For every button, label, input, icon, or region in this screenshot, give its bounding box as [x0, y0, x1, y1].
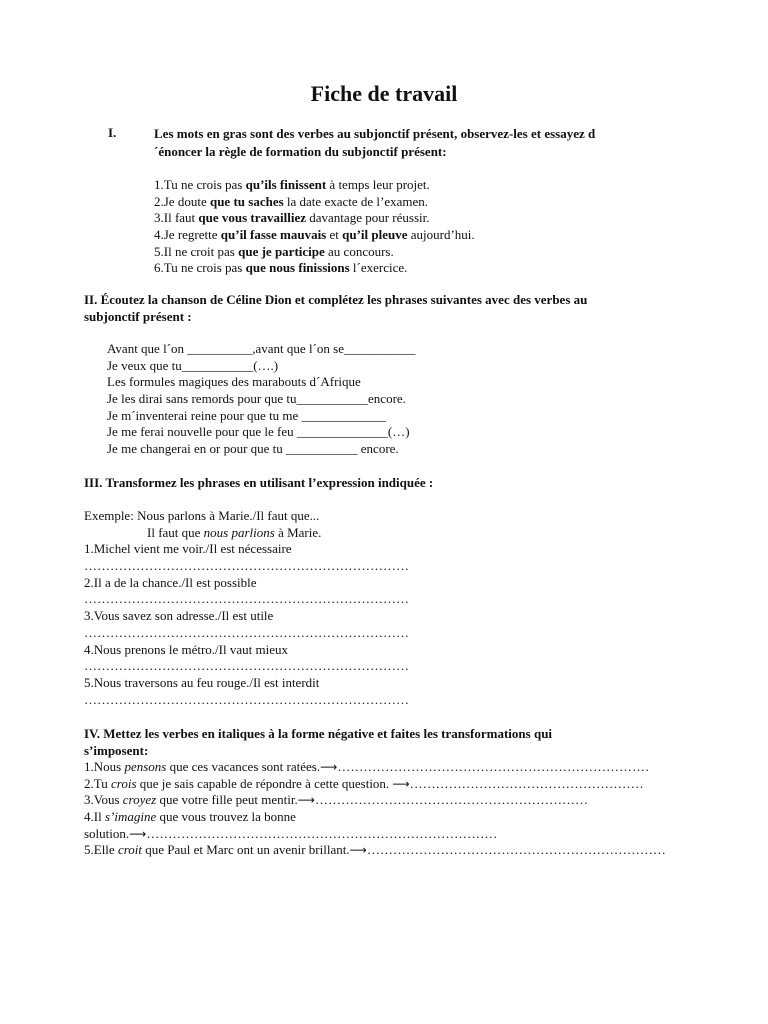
exercise-item	[84, 792, 666, 809]
sentence-text: Tu ne crois pas	[163, 260, 246, 276]
item-text: que votre fille peut mentir.	[156, 792, 298, 808]
bold-verb: que vous travailliez	[198, 210, 307, 226]
bold-verb: qu’ils finissent	[245, 177, 327, 192]
section-3-exercise	[84, 508, 409, 708]
bold-verb: que nous finissions	[245, 260, 350, 276]
exercise-item: 2.Il a de la chance./Il est possible	[84, 574, 257, 590]
exercise-item: 1.Michel vient me voir./Il est nécessaire	[84, 541, 292, 557]
answer-dotted-line: ………………………………………………………	[314, 792, 588, 808]
sentence-text: Tu ne crois pas	[163, 177, 246, 192]
sentence-item	[154, 210, 475, 227]
instruction-line: s’imposent:	[84, 743, 149, 758]
arrow-icon: ⟶	[320, 760, 338, 774]
exercise-item	[84, 776, 666, 793]
lyric-line: Je me ferai nouvelle pour que le feu ______________(…)	[107, 424, 410, 440]
example-text: Il faut que	[147, 524, 204, 540]
arrow-icon: ⟶	[392, 776, 410, 791]
exercise-item: 3.Vous savez son adresse./Il est utile	[84, 608, 274, 624]
sentence-item	[154, 244, 475, 261]
sentence-text: l´exercice.	[349, 260, 408, 276]
sentence-number: 5.	[154, 243, 164, 259]
lyric-line: Je me changerai en or pour que tu ___________ encore.	[107, 441, 399, 457]
item-text: que je sais capable de répondre à cette question.	[136, 775, 393, 791]
italic-verb: croyez	[122, 792, 157, 808]
instruction-line: subjonctif présent :	[84, 309, 192, 324]
example-text: à Marie.	[274, 524, 322, 540]
instruction-line: IV. Mettez les verbes en italiques à la forme négative et faites les transformations qui	[84, 726, 553, 741]
bold-verb: que tu saches	[209, 193, 284, 209]
answer-dotted-line: …………………………………………………………………	[84, 558, 409, 574]
page-title: Fiche de travail	[310, 81, 458, 106]
italic-verb: crois	[110, 775, 137, 791]
item-text: que ces vacances sont ratées.	[166, 759, 321, 774]
example-answer	[84, 525, 409, 542]
sentence-text: aujourd’hui.	[407, 227, 475, 243]
exercise-item-continuation	[84, 826, 666, 843]
arrow-icon: ⟶	[129, 826, 147, 841]
sentence-item	[154, 177, 475, 194]
exercise-item	[84, 809, 666, 826]
item-text: 1.Nous	[84, 759, 125, 774]
answer-dotted-line: ……………………………………………………………	[366, 842, 666, 858]
section-4	[84, 725, 666, 859]
section-3-instruction: III. Transformez les phrases en utilisant l’expression indiquée :	[84, 475, 434, 490]
lyric-line: Avant que l´on __________,avant que l´on se___________	[107, 341, 416, 356]
italic-verb: pensons	[124, 759, 167, 774]
instruction-line: Les mots en gras sont des verbes au subjonctif présent, observez-les et essayez d	[154, 126, 596, 141]
answer-dotted-line: …………………………………………………………………	[84, 658, 409, 674]
lyric-line: Je m´inventerai reine pour que tu me _____________	[107, 407, 387, 423]
section-2	[84, 291, 587, 325]
item-text: 4.Il	[84, 809, 105, 825]
sentence-text: et	[326, 227, 343, 243]
item-text: 5.Elle	[84, 842, 118, 858]
item-text: 2.Tu	[84, 775, 111, 791]
sentence-item	[154, 194, 475, 211]
sentence-text: Il faut	[163, 210, 199, 226]
arrow-icon: ⟶	[349, 843, 367, 858]
sentence-item	[154, 227, 475, 244]
arrow-icon: ⟶	[297, 793, 315, 808]
sentence-item	[154, 260, 475, 277]
sentence-text: Je regrette	[163, 227, 221, 243]
section-4-instruction	[84, 725, 666, 759]
answer-dotted-line: …………………………………………………………………	[84, 624, 409, 640]
exercise-item: 4.Nous prenons le métro./Il vaut mieux	[84, 641, 288, 657]
answer-dotted-line: …………………………………………………………………	[84, 691, 409, 707]
instruction-line: ´énoncer la règle de formation du subjonctif présent:	[154, 144, 447, 159]
answer-dotted-line: ………………………………………………………………	[337, 759, 650, 774]
sentence-text: au concours.	[324, 243, 394, 259]
answer-dotted-line: ………………………………………………………………………	[146, 825, 498, 841]
bold-verb: qu’il pleuve	[342, 227, 408, 243]
answer-dotted-line: …………………………………………………………………	[84, 591, 409, 607]
lyric-line: Je veux que tu___________(….)	[107, 357, 279, 373]
item-text: solution.	[84, 825, 130, 841]
exercise-item: 5.Nous traversons au feu rouge./Il est interdit	[84, 674, 320, 690]
section-2-instruction	[84, 291, 587, 325]
sentence-text: davantage pour réussir.	[306, 210, 430, 226]
bold-verb: que je participe	[238, 243, 325, 259]
italic-verb: nous parlions	[203, 524, 275, 540]
exercise-item	[84, 759, 666, 776]
sentence-text: Il ne croit pas	[163, 243, 239, 259]
section-1-sentence-list	[154, 177, 475, 277]
lyric-line: Les formules magiques des marabouts d´Afrique	[107, 374, 361, 390]
sentence-text: Je doute	[163, 193, 210, 209]
italic-verb: croit	[117, 842, 143, 858]
item-text: 3.Vous	[84, 792, 123, 808]
sentence-number: 4.	[154, 227, 164, 243]
sentence-number: 3.	[154, 210, 164, 226]
instruction-line: II. Écoutez la chanson de Céline Dion et complétez les phrases suivantes avec des verbes au	[84, 292, 588, 307]
section-1-number: I.	[108, 125, 117, 140]
sentence-text: la date exacte de l’examen.	[283, 193, 429, 209]
lyric-line: Je les dirai sans remords pour que tu___________encore.	[107, 391, 406, 407]
sentence-number: 1.	[154, 177, 164, 192]
italic-verb: s’imagine	[104, 809, 157, 825]
sentence-number: 2.	[154, 193, 164, 209]
exercise-item	[84, 842, 666, 859]
item-text: que vous trouvez la bonne	[156, 809, 296, 825]
song-lyrics-list	[107, 341, 415, 458]
answer-dotted-line: ………………………………………………	[409, 775, 644, 791]
bold-verb: qu’il fasse mauvais	[220, 227, 327, 243]
sentence-text: à temps leur projet.	[326, 177, 430, 192]
section-1-instruction	[154, 125, 595, 161]
item-text: que Paul et Marc ont un avenir brillant.	[142, 842, 350, 858]
example-line: Exemple: Nous parlons à Marie./Il faut que...	[84, 508, 320, 523]
sentence-number: 6.	[154, 260, 164, 276]
